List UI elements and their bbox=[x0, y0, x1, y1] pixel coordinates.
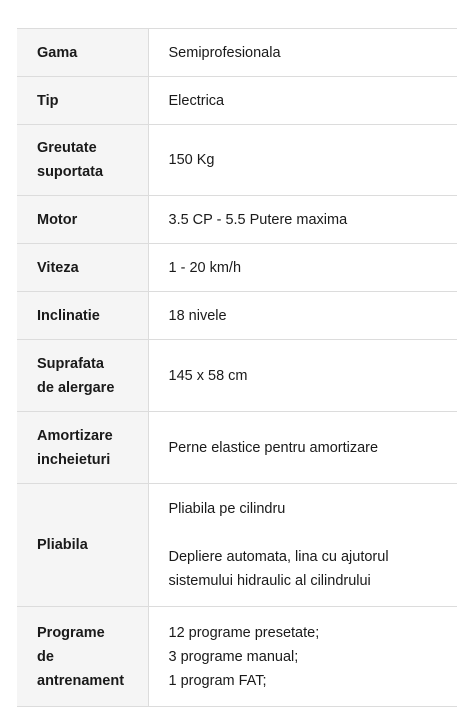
spec-value-line: Pliabila pe cilindru bbox=[169, 497, 457, 521]
spec-row-gama bbox=[17, 29, 457, 77]
spec-value bbox=[148, 412, 457, 484]
spec-label bbox=[17, 607, 148, 707]
spec-value-line: 18 nivele bbox=[169, 304, 457, 328]
spec-value-line: Perne elastice pentru amortizare bbox=[169, 436, 457, 460]
spec-label-line: Pliabila bbox=[37, 533, 148, 557]
spec-label-line: de bbox=[37, 645, 148, 669]
spec-value bbox=[148, 77, 457, 125]
spec-value-line: 145 x 58 cm bbox=[169, 364, 457, 388]
spec-row-inclinatie bbox=[17, 292, 457, 340]
spec-value-line: 150 Kg bbox=[169, 148, 457, 172]
spec-label-line: de alergare bbox=[37, 376, 148, 400]
spec-value-line: Semiprofesionala bbox=[169, 41, 457, 65]
spec-label-line: Suprafata bbox=[37, 352, 148, 376]
spec-row-programe-de-antrenament bbox=[17, 607, 457, 707]
spec-value bbox=[148, 340, 457, 412]
spec-label bbox=[17, 77, 148, 125]
spec-label bbox=[17, 125, 148, 196]
spec-label bbox=[17, 412, 148, 484]
spec-row-tip bbox=[17, 77, 457, 125]
spec-label-line: Tip bbox=[37, 89, 148, 113]
spec-value bbox=[148, 125, 457, 196]
spec-value-line: Depliere automata, lina cu ajutorul bbox=[169, 545, 457, 569]
specifications-table bbox=[17, 28, 457, 707]
spec-value bbox=[148, 292, 457, 340]
spec-label-line: Viteza bbox=[37, 256, 148, 280]
spec-value-spacer bbox=[169, 521, 457, 545]
spec-label bbox=[17, 244, 148, 292]
spec-row-motor bbox=[17, 196, 457, 244]
spec-row-amortizare-incheieturi bbox=[17, 412, 457, 484]
spec-value-line: 12 programe presetate; bbox=[169, 621, 457, 645]
spec-row-greutate-suportata bbox=[17, 125, 457, 196]
spec-value-line: 1 - 20 km/h bbox=[169, 256, 457, 280]
spec-label-line: Gama bbox=[37, 41, 148, 65]
spec-value-line: 3 programe manual; bbox=[169, 645, 457, 669]
spec-label-line: Motor bbox=[37, 208, 148, 232]
spec-label bbox=[17, 340, 148, 412]
spec-value bbox=[148, 607, 457, 707]
spec-label-line: antrenament bbox=[37, 669, 148, 693]
spec-row-suprafata-de-alergare bbox=[17, 340, 457, 412]
spec-label-line: incheieturi bbox=[37, 448, 148, 472]
spec-value-line: 1 program FAT; bbox=[169, 669, 457, 693]
spec-value-line: Electrica bbox=[169, 89, 457, 113]
spec-row-pliabila bbox=[17, 484, 457, 607]
spec-label bbox=[17, 29, 148, 77]
spec-value bbox=[148, 484, 457, 607]
spec-value-line: sistemului hidraulic al cilindrului bbox=[169, 569, 457, 593]
spec-value bbox=[148, 196, 457, 244]
spec-label-line: Amortizare bbox=[37, 424, 148, 448]
spec-label-line: Greutate bbox=[37, 136, 148, 160]
spec-label bbox=[17, 484, 148, 607]
spec-label-line: suportata bbox=[37, 160, 148, 184]
spec-label-line: Programe bbox=[37, 621, 148, 645]
spec-value-line: 3.5 CP - 5.5 Putere maxima bbox=[169, 208, 457, 232]
spec-value bbox=[148, 244, 457, 292]
spec-row-viteza bbox=[17, 244, 457, 292]
spec-label bbox=[17, 292, 148, 340]
spec-label bbox=[17, 196, 148, 244]
spec-label-line: Inclinatie bbox=[37, 304, 148, 328]
spec-value bbox=[148, 29, 457, 77]
